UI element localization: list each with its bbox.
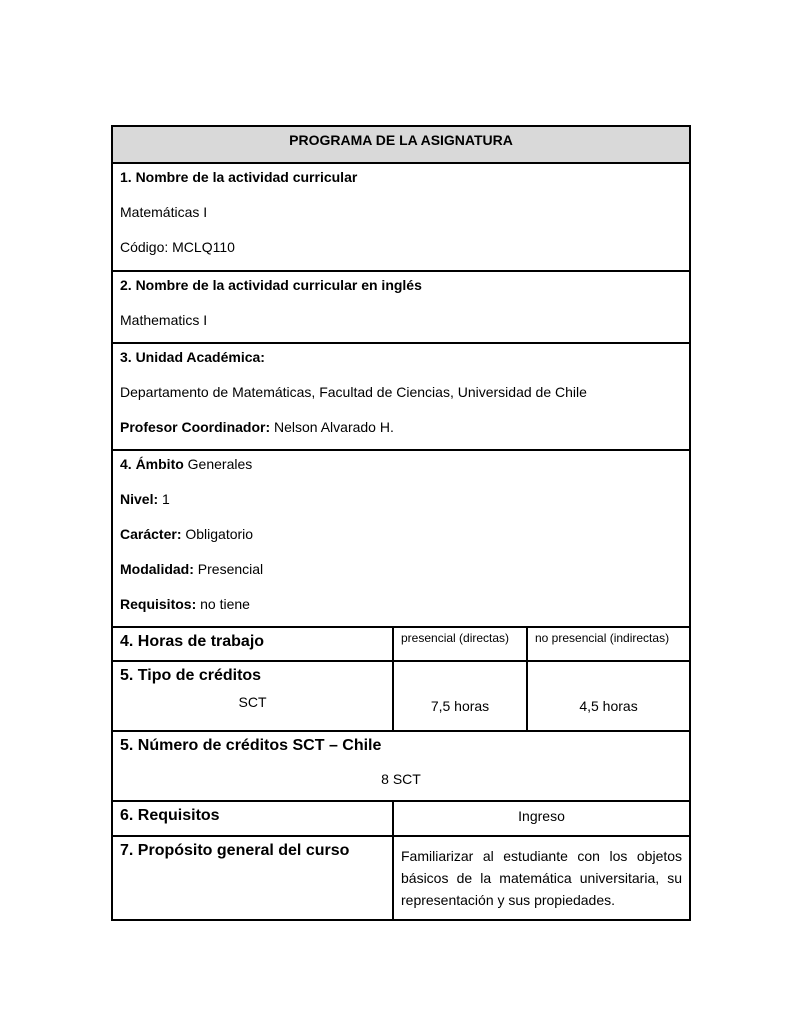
- course-program-sheet: [111, 125, 689, 921]
- section-academic-unit: [112, 343, 690, 450]
- program-title: PROGRAMA DE LA ASIGNATURA: [112, 126, 690, 163]
- purpose-heading: 7. Propósito general del curso: [112, 836, 393, 920]
- requirements-row: [112, 801, 690, 836]
- hours-presencial-label: presencial (directas): [393, 627, 527, 661]
- prerequisites-label: Requisitos:: [120, 596, 197, 612]
- requirements-value: Ingreso: [393, 801, 690, 836]
- section-activity-name: [112, 163, 690, 271]
- no-presencial-hours-value: 4,5 horas: [527, 661, 690, 731]
- level-label: Nivel:: [120, 491, 159, 507]
- character-label: Carácter:: [120, 526, 182, 542]
- modality-value: Presencial: [193, 561, 264, 577]
- activity-name-english-value: Mathematics I: [120, 312, 208, 328]
- title-row: [112, 126, 690, 163]
- coordinator-label: Profesor Coordinador:: [120, 419, 271, 435]
- presencial-hours-value: 7,5 horas: [393, 661, 527, 731]
- credits-type-row: [112, 661, 690, 731]
- activity-name-english-heading: 2. Nombre de la actividad curricular en inglés: [120, 277, 422, 293]
- scope-value: Generales: [183, 456, 253, 472]
- academic-unit-value: Departamento de Matemáticas, Facultad de Ciencias, Universidad de Chile: [120, 384, 587, 400]
- course-program-table: [111, 125, 691, 921]
- modality-label: Modalidad:: [120, 561, 194, 577]
- section-activity-name-english: [112, 271, 690, 343]
- purpose-value: Familiarizar al estudiante con los objetos básicos de la matemática universitaria, su representación y sus propiedades.: [393, 836, 690, 920]
- hours-no-presencial-label: no presencial (indirectas): [527, 627, 690, 661]
- purpose-row: [112, 836, 690, 920]
- activity-name-value: Matemáticas I: [120, 204, 208, 220]
- activity-name-heading: 1. Nombre de la actividad curricular: [120, 169, 358, 185]
- hours-row: [112, 627, 690, 661]
- academic-unit-heading: 3. Unidad Académica:: [120, 349, 265, 365]
- requirements-heading: 6. Requisitos: [112, 801, 393, 836]
- level-value: 1: [158, 491, 170, 507]
- credits-number-heading: 5. Número de créditos SCT – Chile: [120, 737, 382, 754]
- scope-label: 4. Ámbito: [120, 456, 184, 472]
- section-scope: [112, 450, 690, 627]
- activity-code: Código: MCLQ110: [120, 239, 235, 255]
- coordinator-value: Nelson Alvarado H.: [270, 419, 394, 435]
- credits-number-value: 8 SCT: [381, 771, 421, 787]
- character-value: Obligatorio: [181, 526, 254, 542]
- prerequisites-value: no tiene: [196, 596, 250, 612]
- credits-type-heading: 5. Tipo de créditos: [120, 667, 262, 684]
- credits-type-value: SCT: [238, 694, 267, 710]
- credits-number-row: [112, 731, 690, 801]
- hours-heading: 4. Horas de trabajo: [112, 627, 393, 661]
